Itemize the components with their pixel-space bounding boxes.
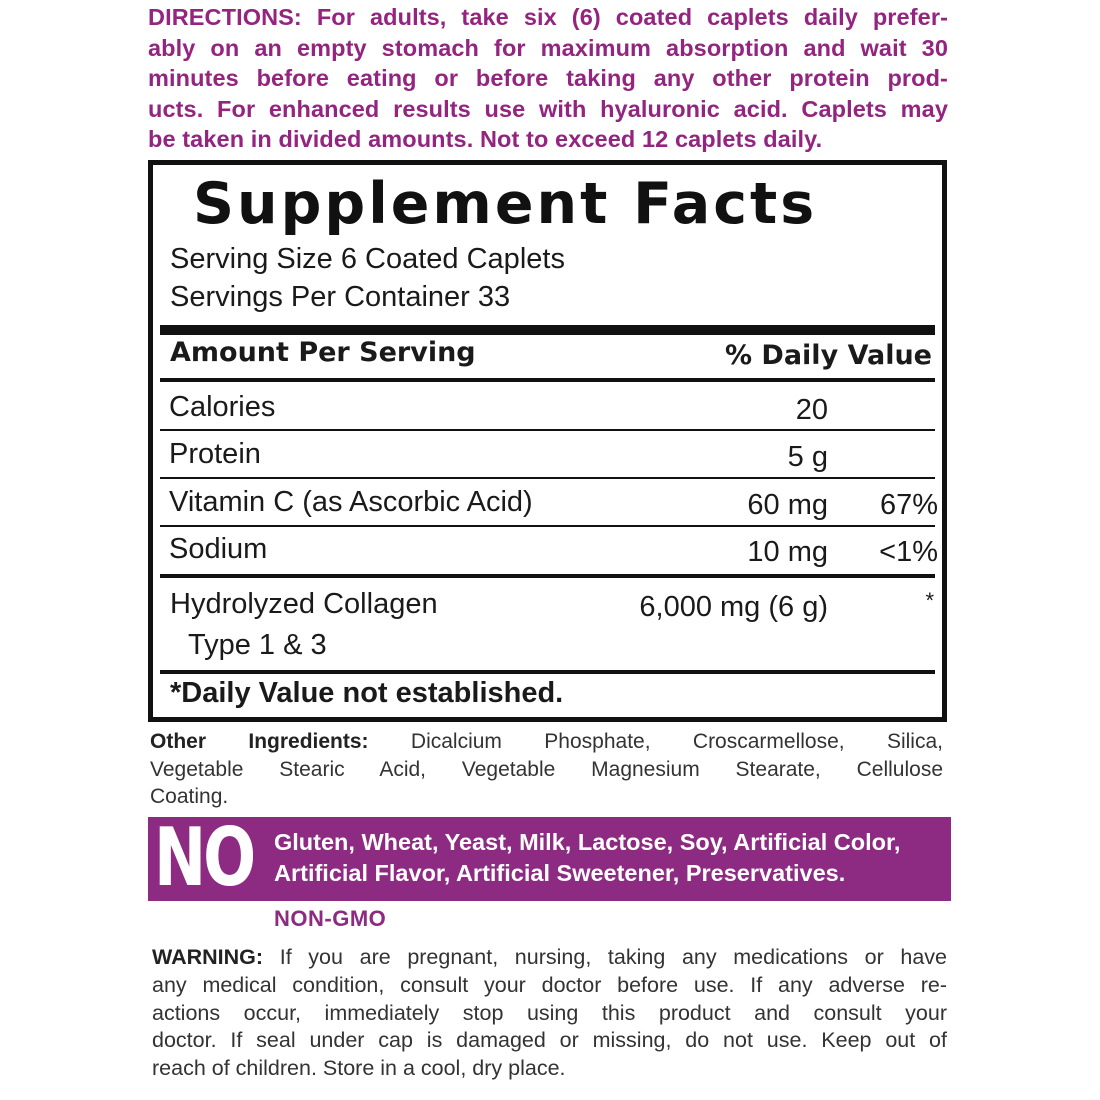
daily-value-footnote: *Daily Value not established. bbox=[170, 677, 564, 709]
warning-line: doctor. If seal under cap is damaged or missing, do not use. Keep out of bbox=[152, 1028, 947, 1053]
warning-line: any medical condition, consult your doctor before use. If any adverse re- bbox=[152, 972, 947, 997]
row-collagen-dv: * bbox=[925, 588, 934, 613]
other-ingredients-line: Coating. bbox=[150, 785, 229, 808]
directions-line: be taken in divided amounts. Not to exceed 12 caplets daily. bbox=[148, 126, 823, 153]
other-ingredients-line: Dicalcium Phosphate, Croscarmellose, Silica, bbox=[368, 730, 943, 753]
row-calories-amount: 20 bbox=[795, 394, 828, 426]
warning-line: reach of children. Store in a cool, dry place. bbox=[152, 1056, 566, 1081]
servings-per-container: Servings Per Container 33 bbox=[170, 281, 511, 313]
row-collagen-amount: 6,000 mg (6 g) bbox=[639, 591, 828, 623]
thin-divider bbox=[160, 429, 935, 431]
medium-divider bbox=[160, 574, 935, 578]
medium-divider bbox=[160, 378, 935, 382]
free-from-line: Artificial Flavor, Artificial Sweetener, Preservatives. bbox=[274, 860, 846, 886]
other-ingredients-line: Vegetable Stearic Acid, Vegetable Magnesium Stearate, Cellulose bbox=[150, 757, 943, 781]
no-mark: NO bbox=[154, 811, 254, 904]
supplement-facts-panel bbox=[148, 160, 947, 722]
row-collagen-name-line2: Type 1 & 3 bbox=[188, 629, 327, 661]
row-vitamin-c-dv: 67% bbox=[879, 489, 938, 521]
directions-line: DIRECTIONS: For adults, take six (6) coated caplets daily prefer- bbox=[148, 4, 948, 30]
directions-text bbox=[148, 2, 948, 155]
free-from-banner bbox=[148, 811, 951, 904]
free-from-line: Gluten, Wheat, Yeast, Milk, Lactose, Soy, Artificial Color, bbox=[274, 829, 901, 855]
warning-label: WARNING: bbox=[152, 945, 264, 969]
medium-divider bbox=[160, 670, 935, 674]
header-daily-value: % Daily Value bbox=[724, 340, 932, 371]
directions-line: minutes before eating or before taking any other protein prod- bbox=[148, 65, 948, 92]
row-protein-amount: 5 g bbox=[787, 441, 828, 473]
warning-text bbox=[152, 944, 947, 1083]
serving-size: Serving Size 6 Coated Caplets bbox=[170, 243, 565, 275]
directions-line: ucts. For enhanced results use with hyaluronic acid. Caplets may bbox=[148, 95, 948, 122]
row-sodium-dv: <1% bbox=[879, 536, 938, 568]
non-gmo-label: NON-GMO bbox=[274, 906, 387, 931]
thick-divider bbox=[160, 325, 935, 335]
other-ingredients-label: Other Ingredients: bbox=[150, 730, 369, 753]
thin-divider bbox=[160, 477, 935, 479]
warning-line: actions occur, immediately stop using this product and consult your bbox=[152, 1000, 947, 1025]
row-protein-name: Protein bbox=[169, 438, 261, 470]
free-from-list bbox=[274, 827, 946, 889]
warning-line: If you are pregnant, nursing, taking any medications or have bbox=[263, 945, 947, 969]
row-sodium-name: Sodium bbox=[169, 533, 268, 565]
directions-line: ably on an empty stomach for maximum absorption and wait 30 bbox=[148, 34, 948, 61]
row-calories-name: Calories bbox=[169, 391, 276, 423]
row-vitamin-c-name: Vitamin C (as Ascorbic Acid) bbox=[169, 486, 533, 518]
thin-divider bbox=[160, 525, 935, 527]
facts-title: Supplement Facts bbox=[193, 171, 818, 237]
row-collagen-name-line1: Hydrolyzed Collagen bbox=[170, 588, 438, 620]
row-vitamin-c-amount: 60 mg bbox=[747, 489, 828, 521]
other-ingredients bbox=[150, 728, 943, 811]
header-amount-per-serving: Amount Per Serving bbox=[170, 337, 476, 368]
row-sodium-amount: 10 mg bbox=[747, 536, 828, 568]
